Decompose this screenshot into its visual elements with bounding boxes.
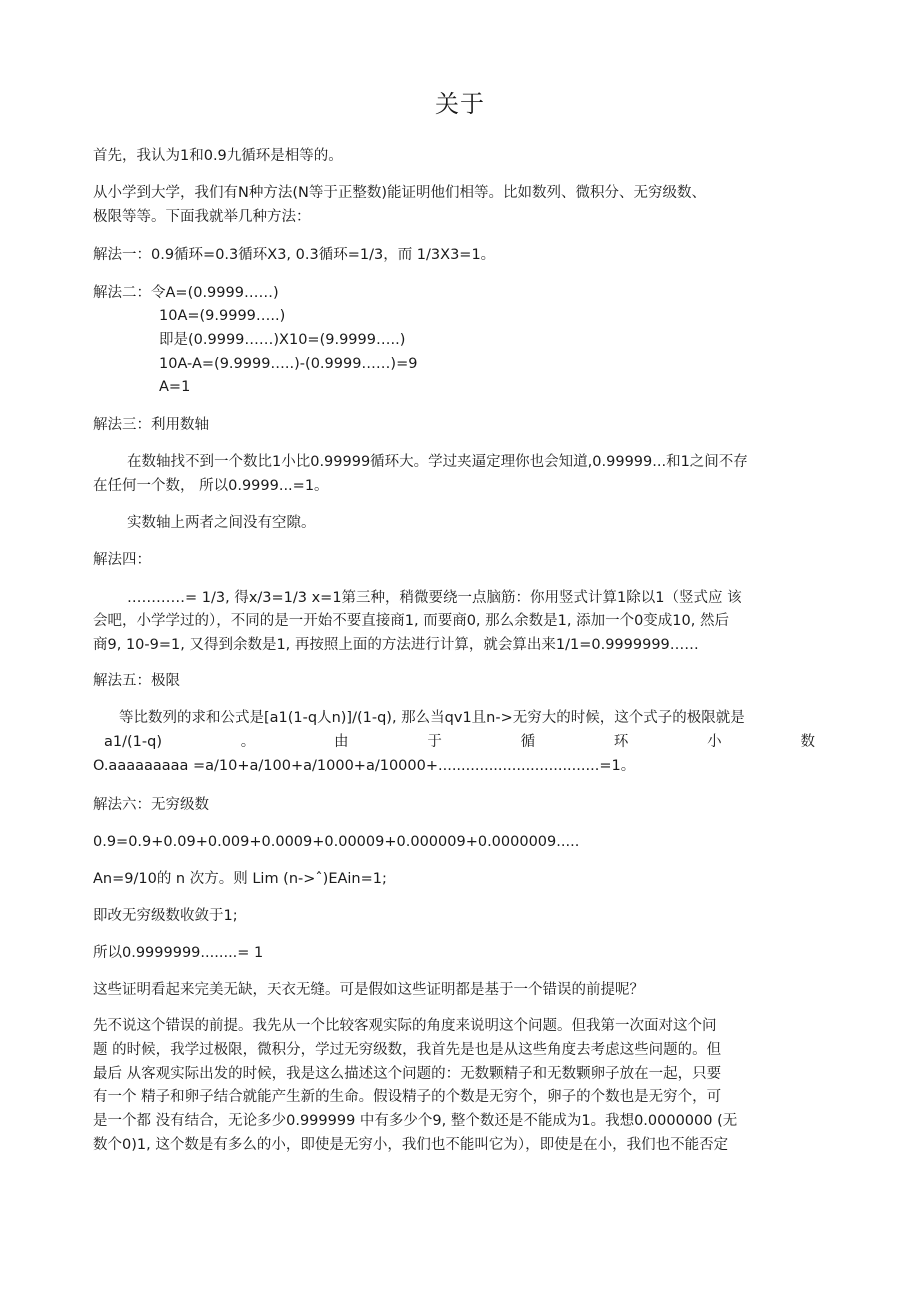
method-six-convergence: 即改无穷级数收敛于1; bbox=[93, 908, 238, 924]
method-two-step-4: A=1 bbox=[159, 379, 191, 395]
method-five-line-2 bbox=[104, 732, 815, 752]
methods-intro-line-2: 极限等等。下面我就举几种方法： bbox=[93, 209, 311, 225]
method-three-head: 解法三：利用数轴 bbox=[93, 417, 209, 433]
method-five-word: 小 bbox=[707, 734, 722, 750]
final-paragraph-line: 有一个 精子和卵子结合就能产生新的生命。假设精子的个数是无穷个，卵子的个数也是无穷个，可 bbox=[93, 1089, 722, 1105]
doubt-paragraph: 这些证明看起来完美无缺，天衣无缝。可是假如这些证明都是基于一个错误的前提呢？ bbox=[93, 982, 644, 998]
method-three-line-2: 在任何一个数， 所以0.9999...=1。 bbox=[93, 478, 329, 494]
method-six-series: 0.9=0.9+0.09+0.009+0.0009+0.00009+0.000009+0.0000009..... bbox=[93, 834, 580, 850]
method-five-word: 由 bbox=[334, 734, 349, 750]
method-five-word: 于 bbox=[427, 734, 442, 750]
final-paragraph-line: 题 的时候，我学过极限，微积分，学过无穷级数，我首先是也是从这些角度去考虑这些问题的。但 bbox=[93, 1042, 722, 1058]
final-paragraph-line: 最后 从客观实际出发的时候，我是这么描述这个问题的：无数颗精子和无数颗卵子放在一起，只要 bbox=[93, 1066, 722, 1082]
method-six-term: An=9/10的 n 次方。则 Lim (n->ˆ)EAin=1; bbox=[93, 871, 387, 887]
final-paragraph-line: 先不说这个错误的前提。我先从一个比较客观实际的角度来说明这个问题。但我第一次面对这个问 bbox=[93, 1018, 717, 1034]
method-four-line-2: 会吧，小学学过的），不同的是一开始不要直接商1, 而要商0, 那么余数是1, 添加一个0变成10, 然后 bbox=[93, 613, 729, 629]
method-two-step-1: 10A=(9.9999…..) bbox=[159, 308, 286, 324]
final-paragraph-line: 是一个都 没有结合，无论多少0.999999 中有多少个9, 整个数还是不能成为1。我想0.0000000 (无 bbox=[93, 1113, 738, 1129]
methods-intro-line-1: 从小学到大学，我们有N种方法(N等于正整数)能证明他们相等。比如数列、微积分、无穷级数、 bbox=[93, 185, 707, 201]
method-two-step-3: 10A-A=(9.9999…..)-(0.9999……)=9 bbox=[159, 356, 418, 372]
method-five-head: 解法五：极限 bbox=[93, 673, 180, 689]
method-five-word: 环 bbox=[613, 734, 629, 750]
method-four-line-1: …………= 1/3, 得x/3=1/3 x=1第三种，稍微要绕一点脑筋：你用竖式计算1除以1（竖式应 该 bbox=[127, 590, 742, 606]
final-paragraph-line: 数个0)1, 这个数是有多么的小，即使是无穷小，我们也不能叫它为），即使是在小，我们也不能否定 bbox=[93, 1137, 729, 1153]
method-five-line-3: O.aaaaaaaaa =a/10+a/100+a/1000+a/10000+...................................=1。 bbox=[93, 758, 636, 774]
intro-paragraph: 首先，我认为1和0.9九循环是相等的。 bbox=[93, 148, 343, 164]
method-three-line-3: 实数轴上两者之间没有空隙。 bbox=[127, 515, 316, 531]
method-five-word: 数 bbox=[800, 734, 815, 750]
method-one: 解法一：0.9循环=0.3循环X3, 0.3循环=1/3，而 1/3X3=1。 bbox=[93, 247, 496, 263]
method-five-word: 循 bbox=[520, 734, 536, 750]
method-two-head: 解法二：令A=(0.9999……) bbox=[93, 285, 279, 301]
method-four-line-3: 商9, 10-9=1, 又得到余数是1, 再按照上面的方法进行计算，就会算出来1/1=0.9999999…… bbox=[93, 637, 699, 653]
method-two-step-2: 即是(0.9999……)X10=(9.9999…..) bbox=[159, 332, 406, 348]
method-three-line-1: 在数轴找不到一个数比1小比0.99999循环大。学过夹逼定理你也会知道,0.99999...和1之间不存 bbox=[127, 454, 748, 470]
document-title: 关于 bbox=[435, 90, 485, 118]
method-six-result: 所以0.9999999........= 1 bbox=[93, 945, 264, 961]
method-five-word: 。 bbox=[240, 734, 256, 750]
method-four-head: 解法四： bbox=[93, 552, 151, 568]
method-five-line-1: 等比数列的求和公式是[a1(1-q人n)]/(1-q), 那么当qv1且n->无穷大的时候，这个式子的极限就是 bbox=[119, 710, 745, 726]
method-six-head: 解法六：无穷级数 bbox=[93, 797, 209, 813]
method-five-word: a1/(1-q) bbox=[104, 734, 162, 750]
